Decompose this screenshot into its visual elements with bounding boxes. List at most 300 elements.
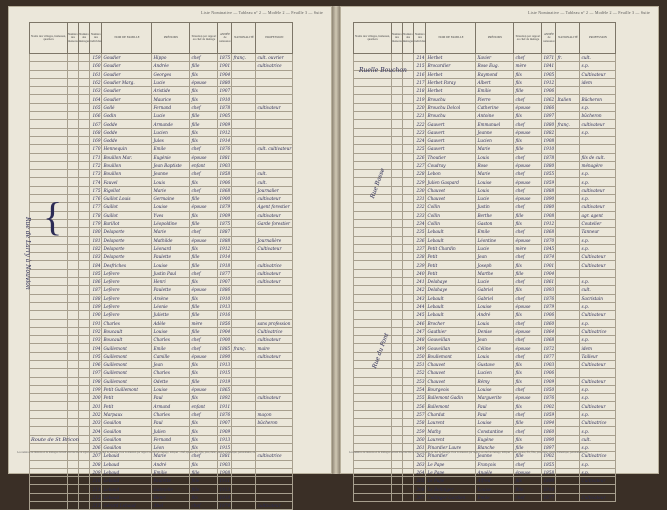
- table-row: [30, 195, 293, 203]
- table-row: [354, 385, 616, 393]
- firstname-cell: Louise: [476, 485, 514, 493]
- house-cell: [68, 261, 79, 269]
- left-page-header: Liste Nominative — Tableau n° 2 — Modèle 2 — Feuille 3 — Suite: [201, 10, 323, 15]
- birth-year-cell: 1908: [543, 212, 555, 218]
- menage-cell: [402, 410, 413, 418]
- firstname-cell: Paul: [152, 394, 190, 402]
- street-cell: [354, 311, 392, 319]
- street-cell: [354, 54, 392, 62]
- menage-cell: [78, 120, 89, 128]
- profession-cell: Coutelier: [580, 219, 616, 227]
- nationality-cell: [556, 427, 580, 435]
- profession-cell: s.p.: [580, 302, 616, 310]
- profession-cell: Cultivateur: [580, 493, 616, 501]
- firstname-cell: Antoine: [476, 112, 514, 120]
- right-page-header: Liste Nominative — Tableau n° 2 — Modèle 2 — Feuille 3 — Suite: [528, 10, 650, 15]
- table-row: [354, 219, 616, 227]
- nationality-cell: [556, 327, 580, 335]
- individual-number: 164: [90, 95, 102, 103]
- menage-cell: [78, 410, 89, 418]
- relation-cell: épouse: [514, 344, 542, 352]
- firstname-cell: Jean: [476, 336, 514, 344]
- house-cell: [392, 203, 403, 211]
- surname-cell: Guillemont: [102, 369, 152, 377]
- profession-cell: cultivateur: [256, 269, 293, 277]
- table-row: [354, 352, 616, 360]
- table-row: [354, 278, 616, 286]
- birth-year-cell: 1841: [543, 63, 555, 69]
- house-cell: [392, 419, 403, 427]
- nationality-cell: [556, 319, 580, 327]
- birth-year-cell: 1870: [543, 237, 555, 243]
- house-cell: [68, 95, 79, 103]
- nationality-cell: [232, 485, 256, 493]
- table-row: [30, 278, 293, 286]
- nationality-cell: [232, 402, 256, 410]
- menage-cell: [402, 394, 413, 402]
- individual-number: 200: [90, 394, 102, 402]
- table-row: [354, 394, 616, 402]
- menage-cell: [402, 178, 413, 186]
- relation-cell: fils: [514, 377, 542, 385]
- birth-year-cell: 1890: [543, 478, 555, 484]
- individual-number: 223: [414, 128, 426, 136]
- birth-year-cell: 1911: [219, 403, 231, 409]
- firstname-cell: Armande: [152, 120, 190, 128]
- birth-year-cell: 1910: [543, 146, 555, 152]
- birth-year-cell: 1882: [543, 129, 555, 135]
- firstname-cell: Henri: [152, 493, 190, 501]
- birth-year-cell: 1878: [543, 154, 555, 160]
- relation-cell: épouse: [190, 78, 218, 86]
- profession-cell: sans profession: [256, 319, 293, 327]
- table-row: [354, 236, 616, 244]
- relation-cell: fils: [190, 294, 218, 302]
- profession-cell: s.p.: [580, 62, 616, 70]
- individual-number: 194: [90, 344, 102, 352]
- profession-cell: idem: [580, 78, 616, 86]
- firstname-cell: Louise: [152, 327, 190, 335]
- relation-cell: enfant: [190, 402, 218, 410]
- menage-cell: [78, 352, 89, 360]
- house-cell: [392, 228, 403, 236]
- birth-year-cell: 1906: [543, 312, 555, 318]
- individual-number: 190: [90, 311, 102, 319]
- firstname-cell: Fernand: [152, 103, 190, 111]
- house-cell: [68, 203, 79, 211]
- table-row: [30, 394, 293, 402]
- table-row: [30, 136, 293, 144]
- individual-number: 188: [90, 294, 102, 302]
- surname-cell: Charles: [102, 319, 152, 327]
- relation-cell: fils: [190, 493, 218, 501]
- profession-cell: [256, 360, 293, 368]
- surname-cell: Gauvert: [426, 128, 476, 136]
- table-row: [30, 294, 293, 302]
- nationality-cell: [556, 410, 580, 418]
- relation-cell: épouse: [190, 153, 218, 161]
- relation-cell: fils: [190, 136, 218, 144]
- firstname-cell: Yves: [152, 211, 190, 219]
- table-row: [354, 311, 616, 319]
- menage-cell: [78, 261, 89, 269]
- nationality-cell: [232, 410, 256, 418]
- relation-cell: chef: [190, 228, 218, 236]
- firstname-cell: Emmanuel: [476, 120, 514, 128]
- menage-cell: [78, 327, 89, 335]
- relation-cell: fils: [514, 311, 542, 319]
- right-street-label-1: Ruelle Bouchon: [359, 67, 407, 74]
- birth-year-cell: 1911: [219, 478, 231, 484]
- surname-cell: Lebaud: [102, 468, 152, 476]
- menage-cell: [78, 170, 89, 178]
- firstname-cell: André: [476, 311, 514, 319]
- house-cell: [392, 468, 403, 476]
- street-cell: [354, 278, 392, 286]
- firstname-cell: Paulette: [152, 253, 190, 261]
- menage-cell: [78, 136, 89, 144]
- birth-year-cell: 1858: [219, 171, 231, 177]
- house-cell: [392, 327, 403, 335]
- firstname-cell: Albert: [476, 78, 514, 86]
- table-row: [354, 186, 616, 194]
- relation-cell: chef: [190, 54, 218, 62]
- table-row: [354, 178, 616, 186]
- relation-cell: chef: [514, 493, 542, 501]
- relation-cell: fille: [190, 120, 218, 128]
- street-cell: [354, 369, 392, 377]
- birth-year-cell: 1907: [219, 279, 231, 285]
- profession-cell: s.p.: [580, 427, 616, 435]
- nationality-cell: [232, 236, 256, 244]
- house-cell: [68, 219, 79, 227]
- individual-number: 220: [414, 103, 426, 111]
- house-cell: [392, 286, 403, 294]
- birth-year-cell: 1904: [219, 71, 231, 77]
- menage-cell: [402, 269, 413, 277]
- menage-cell: [78, 485, 89, 493]
- table-row: [30, 244, 293, 252]
- table-row: [354, 477, 616, 485]
- menage-cell: [78, 153, 89, 161]
- individual-number: 161: [90, 70, 102, 78]
- table-row: [30, 128, 293, 136]
- column-header-street: Noms des villages, hameaux, quartiers: [30, 23, 68, 54]
- nationality-cell: [232, 336, 256, 344]
- individual-number: 159: [90, 54, 102, 62]
- profession-cell: [256, 78, 293, 86]
- nationality-cell: [556, 195, 580, 203]
- house-cell: [68, 360, 79, 368]
- table-row: [354, 253, 616, 261]
- street-cell: [354, 253, 392, 261]
- left-page: [8, 6, 332, 509]
- individual-number: 160: [90, 62, 102, 70]
- nationality-cell: [232, 311, 256, 319]
- table-row: [30, 153, 293, 161]
- firstname-cell: Charles: [152, 410, 190, 418]
- surname-cell: Guillemont: [102, 344, 152, 352]
- profession-cell: cultivateur: [580, 203, 616, 211]
- relation-cell: fille: [514, 269, 542, 277]
- house-cell: [392, 485, 403, 493]
- surname-cell: Lebault: [426, 311, 476, 319]
- nationality-cell: [556, 369, 580, 377]
- profession-cell: [256, 161, 293, 169]
- individual-number: 254: [414, 385, 426, 393]
- menage-cell: [78, 385, 89, 393]
- house-cell: [392, 493, 403, 501]
- profession-cell: Journalier: [256, 186, 293, 194]
- nationality-cell: [556, 228, 580, 236]
- street-cell: [354, 319, 392, 327]
- relation-cell: fils: [514, 402, 542, 410]
- table-row: [30, 377, 293, 385]
- relation-cell: mère: [514, 62, 542, 70]
- birth-year-cell: 1903: [219, 461, 231, 467]
- birth-year-cell: 1908: [543, 138, 555, 144]
- relation-cell: chef: [514, 120, 542, 128]
- profession-cell: cult. cultivateur: [257, 146, 292, 152]
- register-spread: [8, 6, 659, 509]
- menage-cell: [78, 87, 89, 95]
- relation-cell: chef: [514, 385, 542, 393]
- column-header-nationality: NATIONALITÉ: [232, 23, 256, 54]
- house-cell: [68, 103, 79, 111]
- firstname-cell: Marie: [152, 186, 190, 194]
- surname-cell: Herbet: [426, 70, 476, 78]
- firstname-cell: Maurice: [152, 95, 190, 103]
- surname-cell: Collin: [426, 219, 476, 227]
- individual-number: 245: [414, 311, 426, 319]
- house-cell: [392, 120, 403, 128]
- profession-cell: cultivateur: [256, 103, 293, 111]
- profession-cell: cultivateur: [256, 211, 293, 219]
- nationality-cell: [232, 203, 256, 211]
- surname-cell: Chauvet: [426, 369, 476, 377]
- individual-number: 185: [90, 269, 102, 277]
- relation-cell: chef: [190, 502, 218, 510]
- firstname-cell: Louise: [152, 385, 190, 393]
- nationality-cell: [556, 261, 580, 269]
- individual-number: 239: [414, 261, 426, 269]
- individual-number: 237: [414, 244, 426, 252]
- birth-year-cell: 1914: [219, 138, 231, 144]
- house-cell: [392, 369, 403, 377]
- birth-year-cell: 1913: [219, 362, 231, 368]
- birth-year-cell: 1876: [219, 411, 231, 417]
- street-cell: [30, 311, 68, 319]
- individual-number: 235: [414, 228, 426, 236]
- relation-cell: chef: [514, 278, 542, 286]
- menage-cell: [78, 377, 89, 385]
- birth-year-cell: 1874: [543, 254, 555, 260]
- surname-cell: Lebault: [426, 294, 476, 302]
- surname-cell: Godde: [102, 128, 152, 136]
- individual-number: 207: [90, 452, 102, 460]
- nationality-cell: [232, 385, 256, 393]
- nationality-cell: [232, 377, 256, 385]
- individual-number: 231: [414, 195, 426, 203]
- individual-number: 229: [414, 178, 426, 186]
- surname-cell: Desfriches: [102, 261, 152, 269]
- surname-cell: Rigollot: [102, 186, 152, 194]
- table-row: [354, 103, 616, 111]
- birth-year-cell: 1885: [219, 345, 231, 351]
- relation-cell: fille: [190, 195, 218, 203]
- surname-cell: Gouveillan: [426, 336, 476, 344]
- birth-year-cell: 1909: [219, 428, 231, 434]
- individual-number: 255: [414, 394, 426, 402]
- house-cell: [68, 286, 79, 294]
- relation-cell: fils: [190, 443, 218, 451]
- birth-year-cell: 1879: [543, 304, 555, 310]
- individual-number: 208: [90, 460, 102, 468]
- nationality-cell: [556, 278, 580, 286]
- house-cell: [68, 377, 79, 385]
- birth-year-cell: 1861: [543, 279, 555, 285]
- birth-year-cell: 1880: [543, 163, 555, 168]
- surname-cell: Chauvet: [426, 186, 476, 194]
- menage-cell: [402, 261, 413, 269]
- house-cell: [68, 336, 79, 344]
- firstname-cell: Gabrielle: [152, 485, 190, 493]
- profession-cell: cult.: [256, 178, 293, 186]
- nationality-cell: [232, 136, 256, 144]
- surname-cell: Petit Guillemont: [102, 385, 152, 393]
- surname-cell: Lebault: [426, 302, 476, 310]
- table-row: [354, 485, 616, 493]
- surname-cell: Brocardier: [426, 62, 476, 70]
- firstname-cell: Emilie: [152, 468, 190, 476]
- house-cell: [68, 128, 79, 136]
- birth-year-cell: 1903: [219, 163, 231, 168]
- individual-number: 167: [90, 120, 102, 128]
- menage-cell: [78, 311, 89, 319]
- relation-cell: fille: [190, 377, 218, 385]
- individual-number: 192: [90, 327, 102, 335]
- relation-cell: chef: [514, 460, 542, 468]
- firstname-cell: Xavier: [476, 54, 514, 62]
- surname-cell: Gouillon: [102, 443, 152, 451]
- profession-cell: fils de cult.: [580, 153, 616, 161]
- relation-cell: chef: [190, 410, 218, 418]
- individual-number: 236: [414, 236, 426, 244]
- surname-cell: Gouillon: [102, 427, 152, 435]
- column-header-surname: NOM DE FAMILLE: [102, 23, 152, 54]
- relation-cell: fils: [514, 477, 542, 485]
- birth-year-cell: 1874: [219, 503, 231, 509]
- nationality-cell: [556, 352, 580, 360]
- surname-cell: Chauvet: [426, 377, 476, 385]
- surname-cell: Lebaud: [102, 493, 152, 501]
- column-header-birth-year: ANNÉE de naissance: [218, 23, 232, 54]
- relation-cell: fille: [190, 468, 218, 476]
- nationality-cell: [556, 344, 580, 352]
- nationality-cell: [556, 402, 580, 410]
- house-cell: [68, 62, 79, 70]
- birth-year-cell: 1864: [543, 328, 555, 334]
- individual-number: 206: [90, 443, 102, 451]
- birth-year-cell: 1908: [219, 469, 231, 475]
- table-row: [30, 203, 293, 211]
- nationality-cell: fr.: [556, 54, 580, 62]
- firstname-cell: Mathilde: [152, 236, 190, 244]
- relation-cell: chef: [514, 336, 542, 344]
- firstname-cell: Gaston: [476, 219, 514, 227]
- birth-year-cell: 1875: [219, 221, 231, 227]
- profession-cell: [580, 485, 616, 493]
- birth-year-cell: 1910: [219, 295, 231, 301]
- table-row: [30, 468, 293, 476]
- house-cell: [392, 236, 403, 244]
- surname-cell: Bouillon: [102, 170, 152, 178]
- nationality-cell: [232, 87, 256, 95]
- birth-year-cell: 1890: [543, 436, 555, 442]
- firstname-cell: Jeanne: [476, 452, 514, 460]
- individual-number: 265: [414, 477, 426, 485]
- table-row: [30, 112, 293, 120]
- surname-cell: Goudier: [102, 87, 152, 95]
- menage-cell: [402, 311, 413, 319]
- nationality-cell: [556, 485, 580, 493]
- house-cell: [392, 435, 403, 443]
- house-cell: [392, 244, 403, 252]
- profession-cell: [256, 253, 293, 261]
- surname-cell: Le Pape: [426, 460, 476, 468]
- individual-number: 224: [414, 136, 426, 144]
- table-row: [354, 203, 616, 211]
- house-cell: [68, 170, 79, 178]
- house-cell: [392, 153, 403, 161]
- surname-cell: Gouillon: [102, 419, 152, 427]
- table-row: [30, 253, 293, 261]
- individual-number: 266: [414, 485, 426, 493]
- firstname-cell: Pierre: [476, 95, 514, 103]
- firstname-cell: Catherine: [476, 103, 514, 111]
- nationality-cell: [232, 120, 256, 128]
- firstname-cell: Léonard: [152, 244, 190, 252]
- nationality-cell: [556, 435, 580, 443]
- street-cell: [30, 87, 68, 95]
- birth-year-cell: 1918: [219, 494, 231, 500]
- street-cell: [30, 286, 68, 294]
- table-row: [30, 485, 293, 493]
- surname-cell: Gauvert: [426, 136, 476, 144]
- left-end-label: Route de St Bricon: [31, 437, 80, 443]
- profession-cell: [256, 485, 293, 493]
- profession-cell: [256, 477, 293, 485]
- street-cell: [30, 410, 68, 418]
- profession-cell: cult.: [580, 435, 616, 443]
- nationality-cell: [232, 427, 256, 435]
- birth-year-cell: 1906: [219, 179, 231, 185]
- menage-cell: [78, 145, 89, 153]
- relation-cell: chef: [514, 410, 542, 418]
- relation-cell: fils: [190, 244, 218, 252]
- surname-cell: Gauvert: [426, 120, 476, 128]
- surname-cell: Guillemont: [102, 352, 152, 360]
- street-cell: [354, 302, 392, 310]
- relation-cell: chef: [514, 294, 542, 302]
- individual-number: 178: [90, 211, 102, 219]
- surname-cell: Goudier: [102, 70, 152, 78]
- relation-cell: fils: [190, 435, 218, 443]
- table-row: [354, 170, 616, 178]
- street-cell: [354, 385, 392, 393]
- street-cell: [30, 502, 68, 510]
- house-cell: [68, 294, 79, 302]
